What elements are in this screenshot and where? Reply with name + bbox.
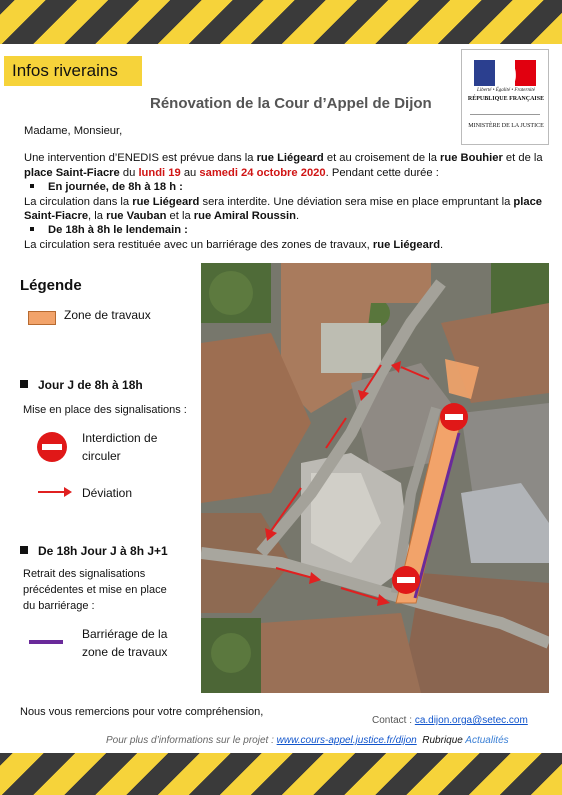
contact-line	[372, 715, 528, 726]
start-date: lundi 19	[138, 166, 181, 179]
actualites-label: Actualités	[465, 735, 509, 746]
para-text: .	[295, 210, 300, 223]
courtyard	[321, 323, 381, 373]
para-street: rue Liégeard	[372, 238, 441, 251]
end-date: samedi 24 octobre 2020	[199, 166, 326, 179]
logo-divider	[470, 114, 540, 115]
infos-riverains-badge: Infos riverains	[4, 56, 142, 86]
contact-email-link[interactable]: ca.dijon.orga@setec.com	[414, 715, 528, 726]
contact-label: Contact :	[372, 715, 415, 726]
aerial-map-drawing	[201, 263, 549, 693]
aerial-map	[201, 263, 549, 693]
legend-title: Légende	[20, 277, 82, 294]
top-hazard-stripe	[0, 0, 562, 44]
para-street: place Saint-Fiacre	[24, 195, 543, 223]
bullet-daytime	[24, 180, 544, 194]
intro-text: Une intervention d’ENEDIS est prévue dans la	[24, 152, 257, 165]
night-paragraph	[24, 238, 544, 252]
intro-text: du	[119, 166, 139, 179]
section-day-heading	[20, 378, 143, 392]
building-roof	[261, 613, 421, 693]
logo-motto: Liberté • Égalité • Fraternité	[477, 88, 535, 93]
intro-text: et de la	[502, 152, 543, 165]
no-entry-icon	[37, 432, 67, 462]
more-info-line	[106, 735, 509, 746]
intro-street: rue Liégeard	[256, 152, 324, 165]
marianne-icon	[496, 62, 516, 86]
intro-text: au	[180, 166, 200, 179]
more-info-label: Pour plus d’informations sur le projet :	[106, 735, 277, 746]
section-night-text: De 18h Jour J à 8h J+1	[38, 544, 168, 558]
notice-body	[24, 124, 544, 252]
greeting: Madame, Monsieur,	[24, 125, 123, 137]
section-day-note: Mise en place des signalisations :	[23, 404, 187, 416]
para-text: et la	[166, 210, 194, 223]
map-no-entry-north-icon	[440, 403, 468, 431]
para-street: rue Amiral Roussin	[193, 210, 296, 223]
bullet-night-text: De 18h à 8h le lendemain :	[48, 224, 188, 237]
para-text: sera interdite. Une déviation sera mise en place empruntant la	[199, 195, 514, 208]
zone-label: Zone de travaux	[64, 308, 151, 322]
page-title: Rénovation de la Cour d’Appel de Dijon	[150, 95, 432, 112]
bullet-night	[24, 223, 544, 237]
intro-paragraph	[24, 151, 544, 180]
intro-street: place Saint-Fiacre	[24, 166, 120, 179]
para-text: , la	[88, 210, 107, 223]
para-text: .	[440, 238, 444, 251]
intro-street: rue Bouhier	[440, 152, 503, 165]
barrier-line-icon	[29, 640, 63, 644]
thanks-text: Nous vous remercions pour votre compréhension,	[20, 706, 264, 718]
project-url-link[interactable]: www.cours-appel.justice.fr/dijon	[276, 735, 417, 746]
para-street: rue Vauban	[106, 210, 167, 223]
para-text: La circulation sera restituée avec un barriérage des zones de travaux,	[24, 238, 373, 251]
bullet-daytime-text: En journée, de 8h à 18 h :	[48, 181, 183, 194]
map-no-entry-south-icon	[392, 566, 420, 594]
barrier-label: Barriérage de la zone de travaux	[82, 627, 168, 659]
para-street: rue Liégeard	[132, 195, 200, 208]
interdiction-label: Interdiction de circuler	[82, 431, 158, 463]
zone-swatch	[28, 311, 56, 325]
logo-republic: RÉPUBLIQUE FRANÇAISE	[467, 96, 545, 102]
rubrique-label: Rubrique	[422, 735, 463, 746]
deviation-arrow-icon	[37, 486, 73, 498]
intro-text: . Pendant cette durée :	[325, 166, 439, 179]
bottom-hazard-stripe	[0, 753, 562, 795]
deviation-label: Déviation	[82, 486, 133, 500]
para-text: La circulation dans la	[24, 195, 133, 208]
intro-text: et au croisement de la	[323, 152, 441, 165]
daytime-paragraph	[24, 195, 544, 224]
section-day-text: Jour J de 8h à 18h	[38, 378, 143, 392]
logo-ministry: MINISTÈRE DE LA JUSTICE	[468, 123, 544, 129]
section-night-heading	[20, 544, 168, 558]
section-night-note: Retrait des signalisations précédentes et mise en place du barriérage :	[23, 568, 167, 612]
